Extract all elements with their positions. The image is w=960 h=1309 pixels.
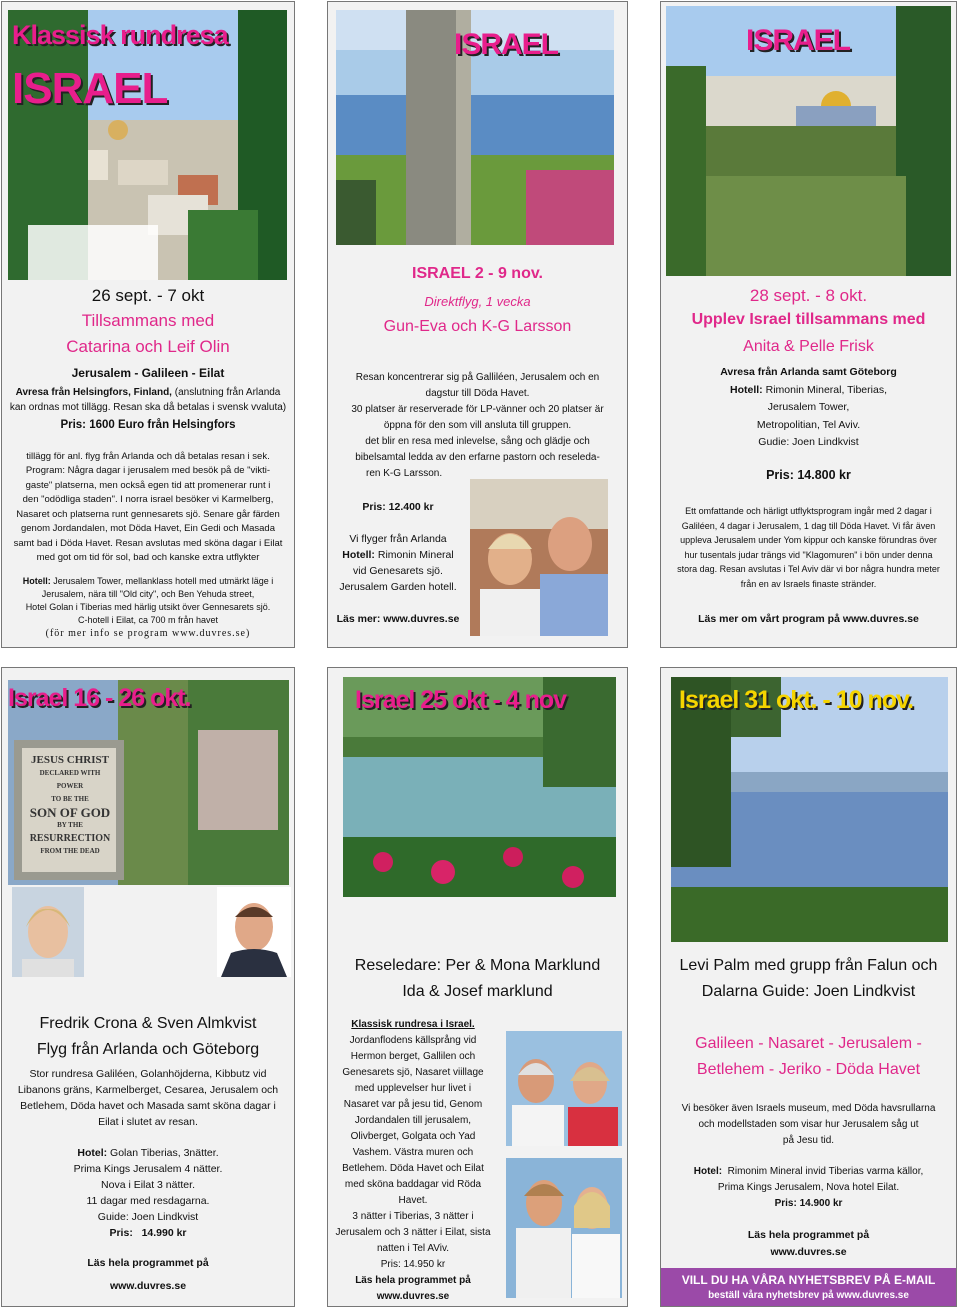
- larsson-couple-photo: [470, 479, 608, 636]
- body-line: Jerusalem och 3 nätter i Eilat, sista: [335, 1227, 491, 1238]
- program-line: med got om tid för sol, bad och kanske extra utflykter: [36, 552, 260, 563]
- sign-line: DECLARED WITH POWER: [39, 769, 101, 790]
- body-line: Hermon berget, Gallilen och: [350, 1051, 476, 1062]
- garden-tomb-photo: [8, 680, 289, 885]
- panel1-with: Tillsammans med: [81, 311, 215, 330]
- hotel-text: Rimonim Mineral invid Tiberias varma källor,: [722, 1166, 924, 1177]
- body-line: med sköna baddagar vid Röda: [344, 1179, 482, 1190]
- body-line: Jordandalen till jerusalem,: [354, 1115, 472, 1126]
- panel3-header: ISRAEL: [746, 24, 851, 57]
- hotel-text: Jerusalem Tower, mellanklass hotell med utmärkt läge i: [50, 576, 274, 586]
- panel1-departure: [2, 387, 294, 398]
- brochure-panel-4: [1, 667, 295, 1307]
- body-line: stora dag. Resan avslutas i Tel Aviv där vi bor några hundra meter: [677, 564, 940, 574]
- panel1-departure-line2: kan ordnas mot tillägg. Resan ska då betalas i svensk vvaluta): [9, 402, 287, 413]
- hotel-line: Prima Kings Jerusalem, Nova hotel Eilat.: [717, 1182, 900, 1193]
- hotel-line: Guide: Joen Lindkvist: [97, 1211, 199, 1223]
- panel2-leaders: Gun-Eva och K-G Larsson: [383, 318, 572, 335]
- spacer: [328, 595, 468, 611]
- program-line: gaste" platserna, men också egen tid att promenerar runt i: [25, 479, 271, 491]
- jordan-river-photo: [343, 677, 616, 897]
- panel2-info: [328, 499, 468, 627]
- body-line: 3 nätter i Tiberias, 3 nätter i: [352, 1211, 474, 1222]
- hotel-line: [2, 1145, 294, 1161]
- hotel-line: Prima Kings Jerusalem 4 nätter.: [73, 1163, 223, 1175]
- body-line: dagstur till Döda Havet.: [425, 388, 530, 399]
- marklund-children-photo: [506, 1158, 622, 1298]
- sign-line: TO BE THE: [51, 795, 89, 803]
- program-line: Program: Några dagar i jerusalem med besök på de "vikti-: [25, 465, 271, 476]
- body-line: Vi besöker även Israels museum, med Döda havsrullarna: [681, 1103, 936, 1114]
- body-line: Betlehem, Döda havet och Masada samt sköna dagar i: [20, 1100, 276, 1112]
- body-line: Betlehem. Döda Havet och Eilat: [342, 1163, 484, 1174]
- marklund-parents-photo: [506, 1031, 622, 1146]
- panel5-leaders-line2: Ida & Josef marklund: [402, 983, 553, 1000]
- sven-portrait: [217, 887, 291, 977]
- newsletter-banner[interactable]: [661, 1268, 956, 1306]
- panel6-leaders-line2: Dalarna Guide: Joen Lindkvist: [701, 983, 916, 1000]
- panel1-addon: tillägg för anl. flyg från Arlanda och då betalas resan i sek.: [26, 451, 270, 462]
- brochure-panel-3: [660, 1, 957, 648]
- panel3-price: Pris: 14.800 kr: [766, 468, 851, 482]
- nazareth-photo: [8, 10, 287, 280]
- program-line: den "odödliga staden". I norra israel besöker vi Karmelberg,: [22, 494, 274, 505]
- panel3-hotel-line: [661, 382, 956, 400]
- panel4-url[interactable]: www.duvres.se: [109, 1280, 187, 1292]
- panel3-body: [661, 504, 956, 591]
- hotel-label: Hotell:: [22, 576, 51, 586]
- hotel-line: Jerusalem Garden hotell.: [339, 581, 457, 593]
- hotel-text: Rimonin Mineral, Tiberias,: [762, 383, 887, 396]
- sign-line: JESUS CHRIST: [31, 754, 109, 766]
- body-line: från en av Israels finaste stränder.: [740, 578, 877, 589]
- panel2-subtitle: Direktflyg, 1 vecka: [424, 294, 531, 309]
- panel1-program: [2, 464, 294, 566]
- sign-line: BY THE: [57, 821, 83, 829]
- panel2-body: [328, 370, 627, 482]
- panel2-price: Pris: 12.400 kr: [362, 501, 434, 513]
- body-line: ren K-G Larsson.: [366, 468, 443, 479]
- panel1-leaders: Catarina och Leif Olin: [66, 337, 230, 356]
- panel1-route: Jerusalem - Galileen - Eilat: [71, 366, 225, 380]
- body-line: Vashem. Västra muren och: [352, 1147, 474, 1158]
- panel4-leaders: Fredrik Crona & Sven Almkvist: [39, 1015, 257, 1032]
- hotel-label: Hotel:: [693, 1166, 723, 1177]
- sign-line: FROM THE DEAD: [40, 847, 100, 855]
- brochure-panel-5: [327, 667, 628, 1307]
- panel3-guide: Gudie: Joen Lindkvist: [758, 436, 859, 448]
- body-line: på Jesu tid.: [782, 1135, 835, 1146]
- hotel-line: Jerusalem, nära till "Old city", och Ben Yehuda street,: [41, 589, 255, 599]
- panel4-flight: Flyg från Arlanda och Göteborg: [36, 1041, 260, 1058]
- body-line: Resan koncentrerar sig på Galliléen, Jerusalem och en: [355, 372, 600, 383]
- body-line: Jordanflodens källsprång vid: [349, 1035, 477, 1046]
- panel6-route-line2: Betlehem - Jeriko - Döda Havet: [696, 1061, 921, 1078]
- panel3-info: [661, 364, 956, 452]
- panel5-read-more: Läs hela programmet på: [355, 1275, 471, 1286]
- hotel-text: Rimonin Mineral: [374, 549, 454, 561]
- sign-text: [26, 754, 114, 858]
- panel4-title: Israel 16 - 26 okt.: [8, 684, 191, 712]
- panel6-body: [661, 1101, 956, 1149]
- panel2-header: ISRAEL: [454, 28, 559, 61]
- body-line: Galiléen, 4 dagar i Jerusalem, 1 dag till Döda Havet. Vi får även: [681, 520, 936, 531]
- hotel-line: Hotel Golan i Tiberias med härlig utsikt över Gennesarets sjö.: [25, 602, 271, 612]
- program-line: genom Jordandalen, mot Döda Havet, Ein Gedi och Masada: [20, 523, 275, 534]
- body-line: Libanons gräns, Karmelberget, Cesarea, Jerusalem och: [17, 1084, 279, 1096]
- hotel-line: Jerusalem Tower,: [767, 401, 850, 413]
- panel6-url[interactable]: www.duvres.se: [770, 1246, 847, 1258]
- hotel-label: Hotell:: [730, 383, 763, 396]
- panel6-read-more: Läs hela programmet på: [747, 1229, 870, 1241]
- jerusalem-olive-photo: [666, 6, 951, 276]
- panel1-hotels: [2, 575, 294, 627]
- body-line: det blir en resa med inlevelse, sång och glädje och: [365, 436, 590, 447]
- hotel-line: vid Genesarets sjö.: [353, 565, 443, 577]
- panel2-date: ISRAEL 2 - 9 nov.: [412, 265, 543, 282]
- body-line: bibelsamtal ledda av den erfarne pastorn och reseleda-: [355, 452, 600, 463]
- body-line: Havet.: [398, 1195, 428, 1206]
- panel6-route-line1: Galileen - Nasaret - Jerusalem -: [695, 1035, 922, 1052]
- program-line: samt bad i Döda Havet. Resan avslutas med sköna dagar i Eilat: [13, 537, 283, 549]
- panel4-read-more: Läs hela programmet på: [87, 1257, 209, 1269]
- body-line: med upplevelser hur livet i: [354, 1083, 472, 1094]
- brochure-panel-1: [1, 1, 295, 648]
- hotel-label: Hotel:: [77, 1147, 108, 1159]
- price-line: [2, 1225, 294, 1241]
- sign-line: SON OF GOD: [29, 805, 111, 820]
- brochure-panel-6: [660, 667, 957, 1307]
- body-line: Genesarets sjö, Nasaret viillage: [342, 1067, 484, 1078]
- panel1-price: Pris: 1600 Euro från Helsingfors: [60, 419, 236, 431]
- body-line: Eilat i slutet av resan.: [98, 1116, 198, 1128]
- body-line: Nasaret var på jesu tid, Genom: [343, 1099, 483, 1110]
- panel3-date: 28 sept. - 8 okt.: [749, 286, 868, 305]
- price-value: 14.990 kr: [132, 1227, 187, 1239]
- body-line: och modellstaden som visar hur Jerusalem såg ut: [698, 1119, 919, 1130]
- panel6-leaders-line1: Levi Palm med grupp från Falun och: [679, 957, 938, 974]
- body-line: hur tusentals judar trängs vid "Klagomuren" i bön under denna: [684, 549, 933, 560]
- panel5-title: Israel 25 okt - 4 nov: [355, 686, 567, 714]
- fredrik-portrait: [12, 887, 84, 977]
- sign-line: RESURRECTION: [29, 833, 111, 844]
- hotel-label: Hotell:: [342, 549, 375, 561]
- panel1-date: 26 sept. - 7 okt: [91, 286, 205, 305]
- hotel-line: C-hotell i Eilat, ca 700 m från havet: [77, 615, 219, 625]
- body-line: uppleva Jerusalem under Yom kippur och kanske förundras över: [680, 535, 937, 545]
- panel1-departure-bold: Avresa från Helsingfors, Finland,: [15, 387, 172, 398]
- panel2-read-more[interactable]: Läs mer: www.duvres.se: [336, 613, 460, 625]
- panel2-hotel-line: [328, 547, 468, 563]
- panel3-read-more[interactable]: Läs mer om vårt program på www.duvres.se: [698, 613, 919, 625]
- panel5-body: [328, 1017, 498, 1305]
- panel3-leaders: Anita & Pelle Frisk: [743, 338, 874, 355]
- body-line: Stor rundresa Galiléen, Golanhöjderna, Kibbutz vid: [29, 1068, 267, 1080]
- body-line: natten i Tel AViv.: [376, 1243, 450, 1254]
- sea-of-galilee-photo: [671, 677, 948, 942]
- program-line: Nasaret och platserna runt gennesarets sjö. Senare går färden: [16, 508, 280, 520]
- panel5-url[interactable]: www.duvres.se: [376, 1291, 450, 1302]
- panel4-body: [2, 1066, 294, 1130]
- hotel-line: [661, 1164, 956, 1180]
- panel5-price: Pris: 14.950 kr: [380, 1259, 446, 1270]
- panel1-title-line1: Klassisk rundresa: [12, 20, 228, 50]
- hotel-line: 11 dagar med resdagarna.: [86, 1195, 210, 1207]
- panel2-flight: Vi flyger från Arlanda: [349, 533, 447, 545]
- body-line: Ett omfattande och härligt utflyktsprogram ingår med 2 dagar i: [685, 506, 932, 516]
- panel4-hotels: [2, 1145, 294, 1241]
- hotel-line: Metropolitian, Tel Aviv.: [756, 418, 861, 431]
- panel6-price: Pris: 14.900 kr: [774, 1198, 843, 1209]
- panel6-hotels: [661, 1164, 956, 1212]
- body-line: öppna för den som vill ansluta till gruppen.: [383, 420, 572, 431]
- panel6-title: Israel 31 okt. - 10 nov.: [679, 686, 913, 714]
- galilee-view-photo: [336, 10, 614, 245]
- panel5-tour-title: Klassisk rundresa i Israel.: [351, 1019, 475, 1030]
- body-line: Olivberget, Golgata och Yad: [350, 1131, 476, 1142]
- newsletter-title: VILL DU HA VÅRA NYHETSBREV PÅ E-MAIL: [681, 1273, 936, 1287]
- spacer: [328, 515, 468, 531]
- panel3-title: Upplev Israel tillsammans med: [691, 311, 926, 328]
- price-label: Pris:: [109, 1227, 133, 1239]
- hotel-line: Nova i Eilat 3 nätter.: [101, 1179, 195, 1191]
- brochure-panel-2: [327, 1, 628, 648]
- panel1-title-line2: ISRAEL: [12, 64, 168, 113]
- body-line: 30 platser är reserverade för LP-vänner och 20 platser är: [351, 404, 604, 415]
- hotel-text: Golan Tiberias, 3nätter.: [107, 1147, 219, 1159]
- newsletter-subtitle: beställ våra nyhetsbrev på www.duvres.se: [708, 1290, 909, 1301]
- panel1-more-info[interactable]: (för mer info se program www.duvres.se): [45, 628, 251, 639]
- panel5-leaders-line1: Reseledare: Per & Mona Marklund: [354, 957, 601, 974]
- panel3-departure: Avresa från Arlanda samt Göteborg: [720, 366, 897, 378]
- panel1-departure-rest: (anslutning från Arlanda: [171, 387, 281, 398]
- hotel-line: [2, 575, 294, 588]
